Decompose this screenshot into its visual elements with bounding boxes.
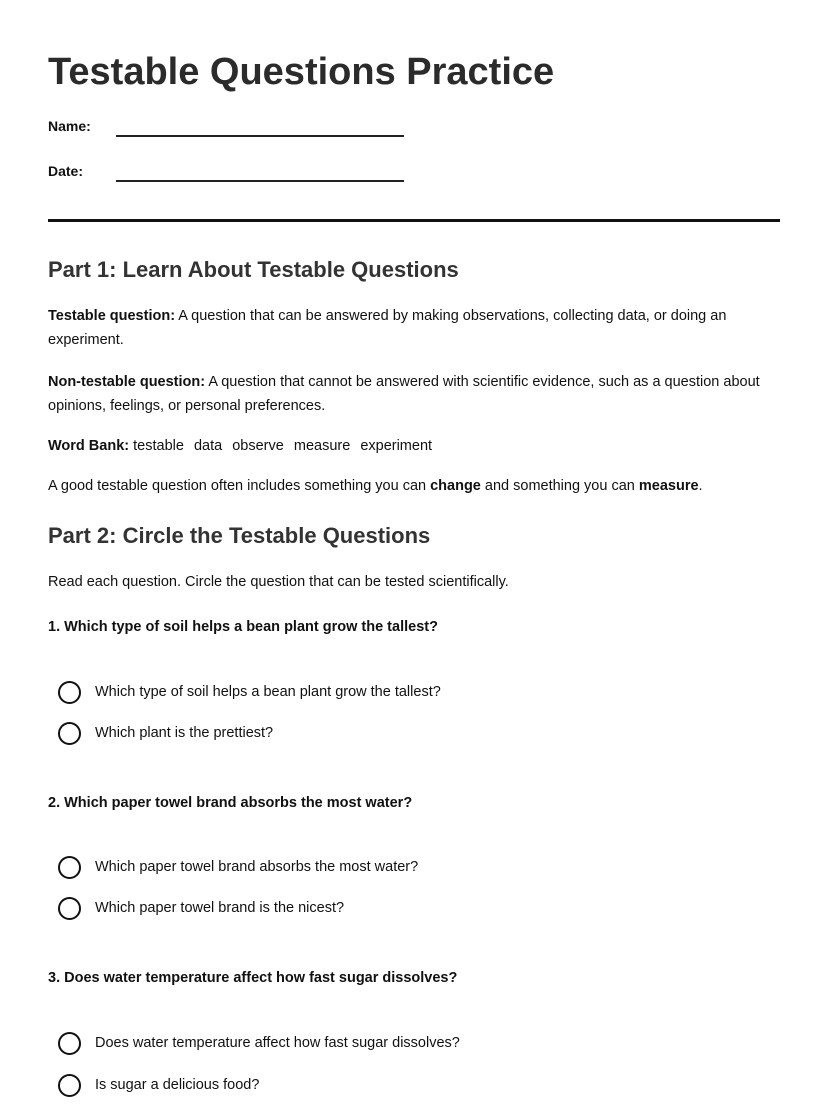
name-field[interactable] <box>116 135 404 137</box>
question-1-option-2[interactable] <box>58 722 758 746</box>
testable-tip <box>48 474 780 498</box>
part2-heading: Part 2: Circle the Testable Questions <box>48 523 431 548</box>
testable-term: Testable question: <box>48 308 176 324</box>
option-text: Which paper towel brand absorbs the most water? <box>95 859 419 875</box>
nontestable-definition <box>48 370 780 418</box>
date-field-row <box>48 161 448 191</box>
tip-measure: measure <box>638 478 699 494</box>
word-bank-word: experiment <box>360 438 433 454</box>
tip-text-1: A good testable question often includes something you can <box>48 478 427 494</box>
testable-definition <box>48 304 780 352</box>
word-bank-word: observe <box>232 438 284 454</box>
tip-text-2: and something you can <box>484 478 635 494</box>
option-text: Which plant is the prettiest? <box>95 725 274 741</box>
word-bank-word: data <box>193 438 223 454</box>
name-label: Name: <box>48 118 91 134</box>
option-text: Which type of soil helps a bean plant grow the tallest? <box>95 684 441 700</box>
option-text: Is sugar a delicious food? <box>95 1077 260 1093</box>
date-field[interactable] <box>116 180 404 182</box>
word-bank-word: measure <box>293 438 351 454</box>
question-2-option-2[interactable] <box>58 897 758 921</box>
option-text: Does water temperature affect how fast sugar dissolves? <box>95 1035 460 1051</box>
option-text: Which paper towel brand is the nicest? <box>95 900 345 916</box>
question-3-heading: 3. Does water temperature affect how fast sugar dissolves? <box>48 970 458 986</box>
circle-icon[interactable] <box>58 1032 81 1055</box>
question-2-option-1[interactable] <box>58 856 758 880</box>
tip-change: change <box>430 478 481 494</box>
date-label: Date: <box>48 163 84 179</box>
word-bank <box>48 434 780 458</box>
question-1-option-1[interactable] <box>58 681 758 705</box>
tip-text-end: . <box>698 478 703 494</box>
header-divider <box>48 219 780 222</box>
circle-icon[interactable] <box>58 681 81 704</box>
circle-icon[interactable] <box>58 1074 81 1097</box>
circle-icon[interactable] <box>58 722 81 745</box>
word-bank-word: testable <box>133 438 184 454</box>
part1-heading: Part 1: Learn About Testable Questions <box>48 257 459 282</box>
part2-instructions: Read each question. Circle the question that can be tested scientifically. <box>48 574 509 590</box>
question-2-heading: 2. Which paper towel brand absorbs the most water? <box>48 795 413 811</box>
question-3-option-2[interactable] <box>58 1074 758 1098</box>
page-title: Testable Questions Practice <box>48 51 555 93</box>
nontestable-def-text: A question that cannot be answered with scientific evidence, such as a question about opinions, feelings, or personal preferences. <box>48 374 760 414</box>
testable-def-text: A question that can be answered by making observations, collecting data, or doing an experiment. <box>48 308 727 348</box>
nontestable-term: Non-testable question: <box>48 374 206 390</box>
circle-icon[interactable] <box>58 856 81 879</box>
name-field-row <box>48 116 448 146</box>
question-3-option-1[interactable] <box>58 1032 758 1056</box>
word-bank-label: Word Bank: <box>48 438 130 454</box>
question-1-heading: 1. Which type of soil helps a bean plant grow the tallest? <box>48 619 438 635</box>
circle-icon[interactable] <box>58 897 81 920</box>
